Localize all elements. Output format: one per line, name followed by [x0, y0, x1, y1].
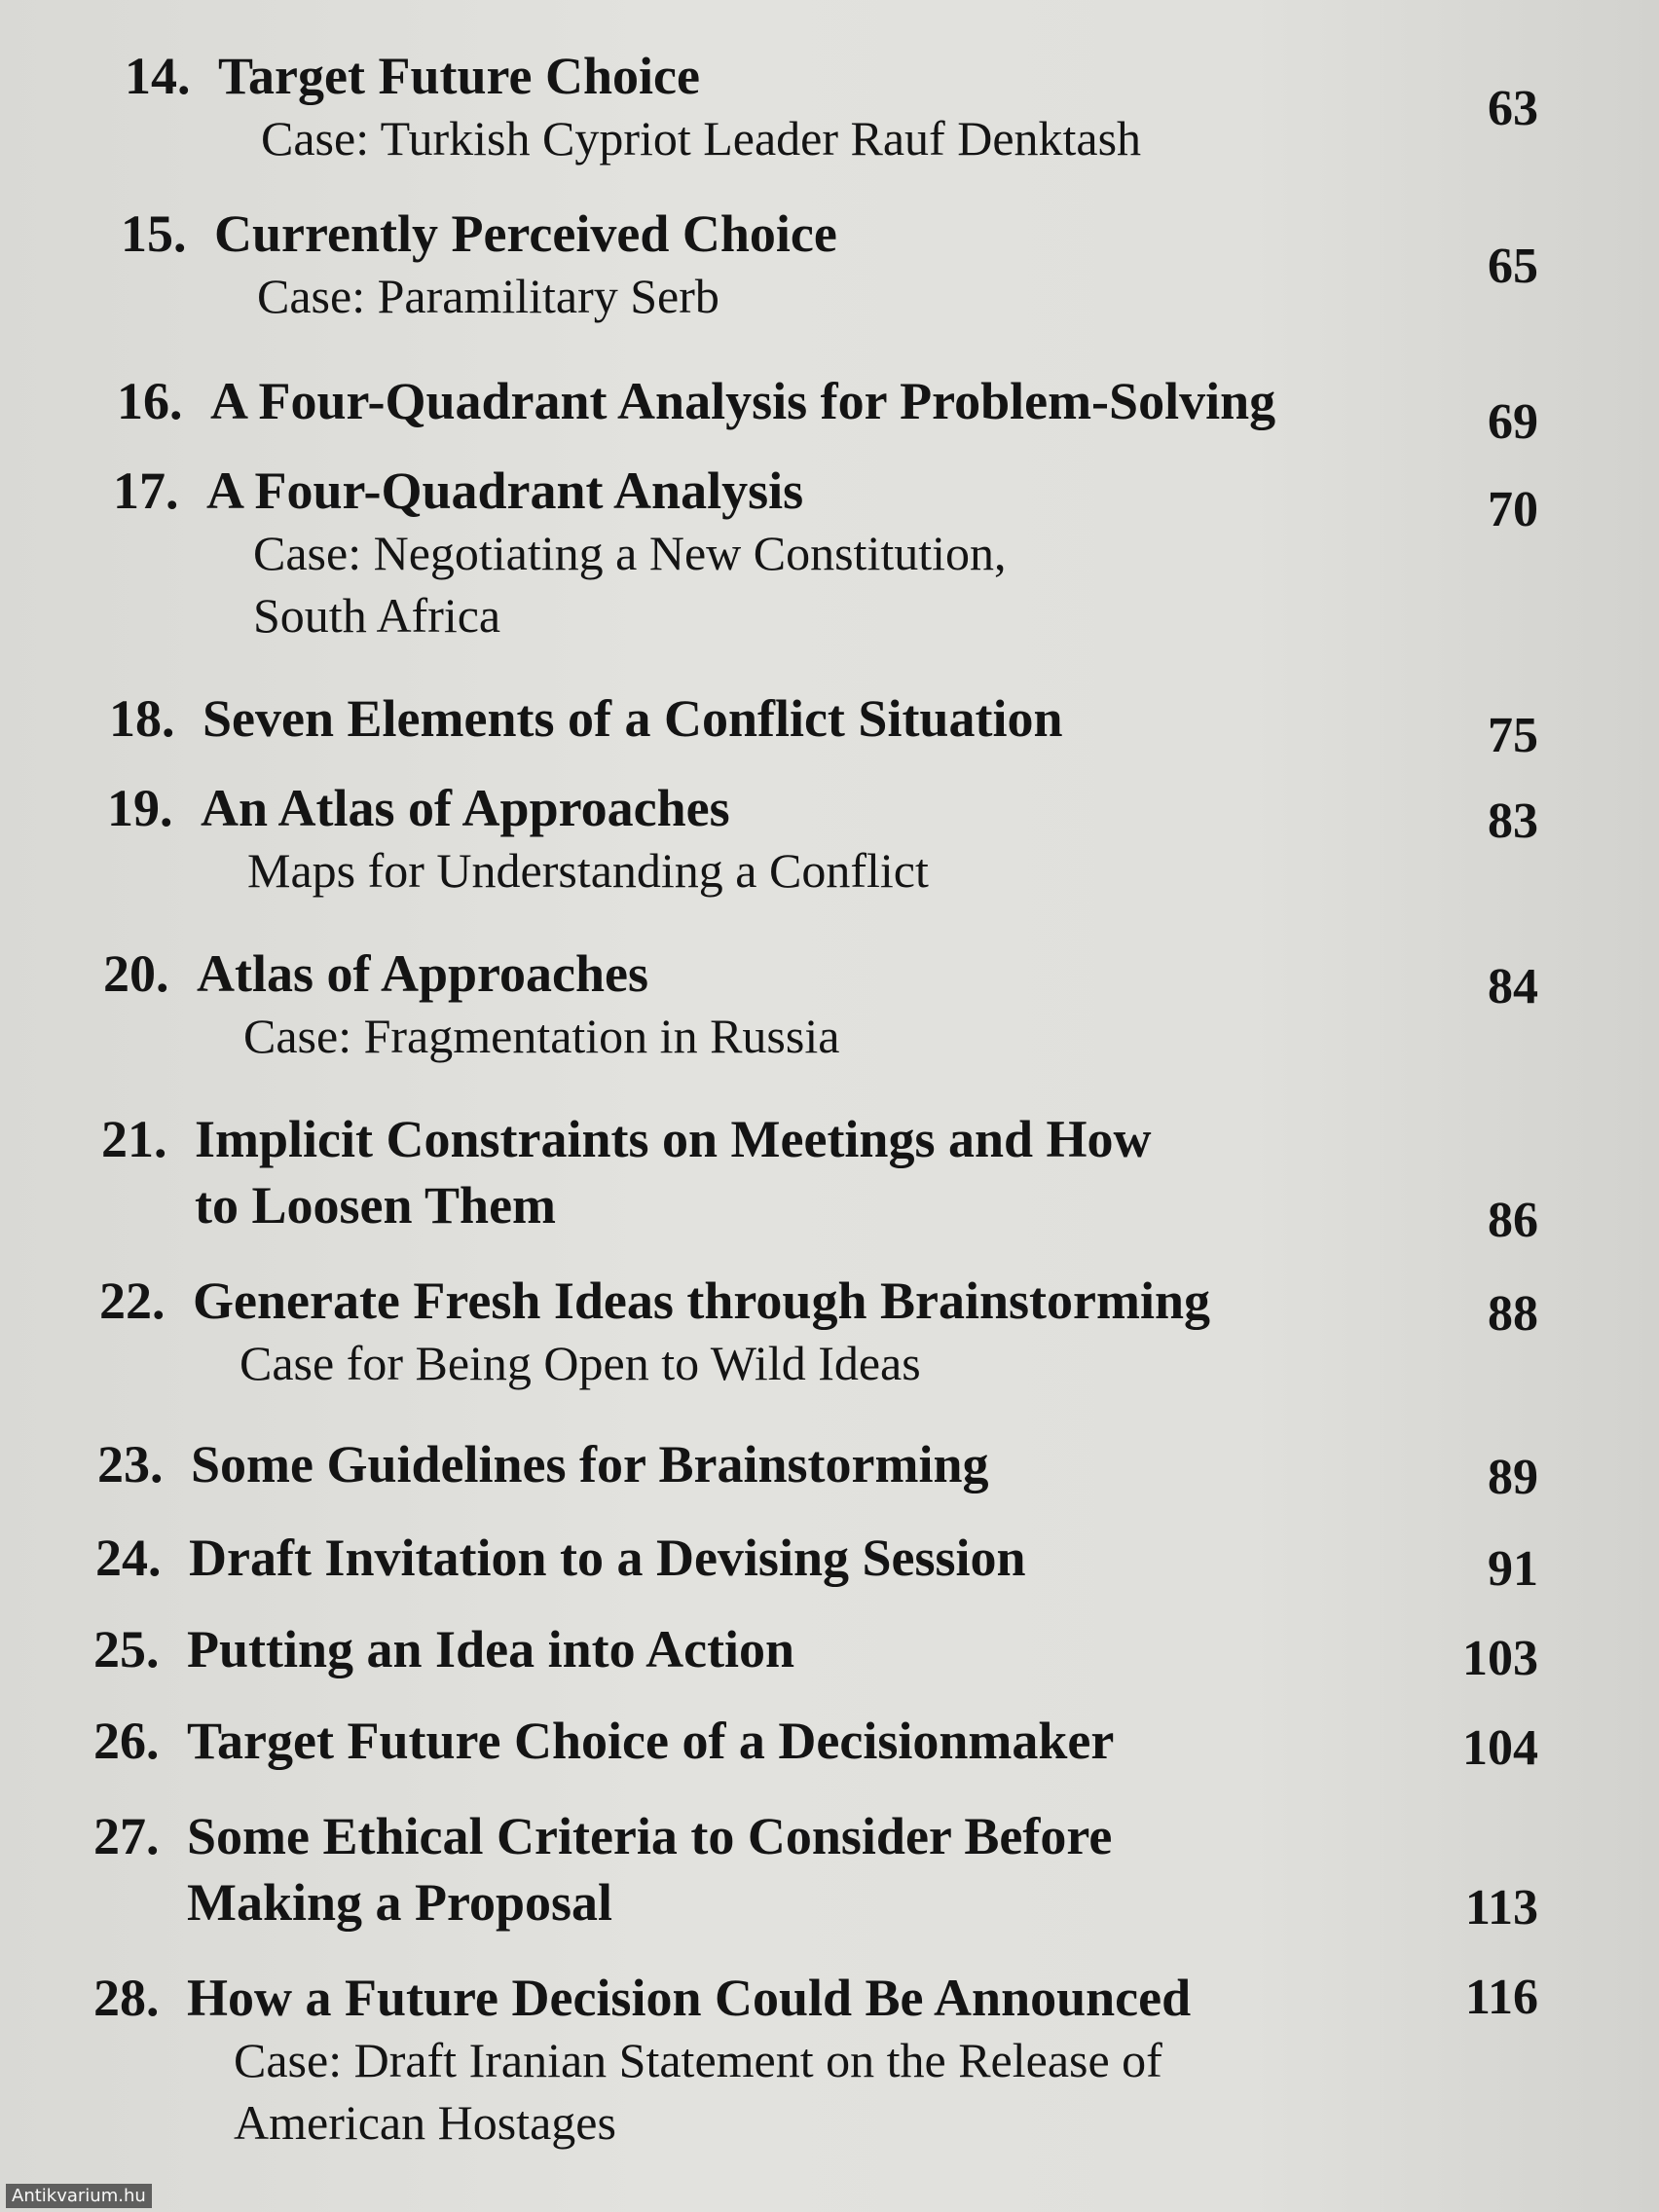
entry-number: 18.	[109, 689, 175, 748]
entry-subtitle: Case: Fragmentation in Russia	[243, 1009, 840, 1063]
entry-title: How a Future Decision Could Be Announced	[187, 1969, 1192, 2027]
toc-entry-24	[95, 1525, 1538, 1597]
entry-number: 16.	[117, 372, 183, 430]
entry-title: An Atlas of Approaches	[201, 779, 730, 837]
entry-title: Atlas of Approaches	[197, 944, 649, 1003]
toc-entry-14	[125, 43, 1538, 169]
entry-title: A Four-Quadrant Analysis	[206, 461, 804, 520]
toc-entry-21	[101, 1106, 1538, 1248]
entry-page-number: 69	[1488, 394, 1538, 450]
entry-subtitle: Case: Draft Iranian Statement on the Release of American Hostages	[234, 2033, 1162, 2150]
entry-page-number: 63	[1488, 81, 1538, 136]
entry-number: 25.	[93, 1620, 160, 1678]
entry-page-number: 86	[1488, 1193, 1538, 1248]
entry-number: 24.	[95, 1529, 162, 1587]
toc-entry-17	[113, 458, 1538, 646]
entry-page-number: 103	[1462, 1631, 1538, 1686]
entry-page-number: 91	[1488, 1541, 1538, 1597]
toc-entry-16	[117, 368, 1538, 450]
entry-subtitle: Case: Paramilitary Serb	[257, 269, 719, 323]
entry-page-number: 89	[1488, 1450, 1538, 1505]
entry-title: Target Future Choice	[218, 47, 700, 105]
entry-page-number: 70	[1488, 482, 1538, 537]
entry-subtitle: Case for Being Open to Wild Ideas	[240, 1336, 921, 1390]
toc-entry-27	[93, 1803, 1538, 1936]
entry-title: Currently Perceived Choice	[214, 204, 837, 263]
toc-entry-20	[103, 940, 1538, 1067]
toc-entry-26	[93, 1708, 1538, 1774]
entry-title: Putting an Idea into Action	[187, 1620, 795, 1678]
entry-page-number: 88	[1488, 1286, 1538, 1342]
entry-subtitle: Case: Turkish Cypriot Leader Rauf Denktash	[261, 111, 1142, 166]
entry-title: A Four-Quadrant Analysis for Problem-Solving	[210, 372, 1276, 430]
toc-entry-28	[93, 1965, 1538, 2154]
toc-entry-19	[107, 775, 1538, 902]
entry-page-number: 83	[1488, 793, 1538, 849]
entry-title: Seven Elements of a Conflict Situation	[203, 689, 1063, 748]
entry-subtitle: Case: Negotiating a New Constitution, South Africa	[253, 526, 1007, 643]
entry-page-number: 113	[1464, 1880, 1538, 1936]
entry-number: 21.	[101, 1110, 167, 1168]
entry-number: 23.	[97, 1435, 164, 1493]
toc-entry-23	[97, 1431, 1538, 1505]
entry-title: Target Future Choice of a Decisionmaker	[187, 1712, 1115, 1770]
entry-number: 26.	[93, 1712, 160, 1770]
entry-page-number: 65	[1488, 239, 1538, 294]
entry-page-number: 84	[1488, 959, 1538, 1014]
entry-number: 28.	[93, 1969, 160, 2027]
entry-title: Generate Fresh Ideas through Brainstorming	[193, 1272, 1210, 1330]
entry-number: 19.	[107, 779, 173, 837]
entry-number: 20.	[103, 944, 169, 1003]
entry-number: 17.	[113, 461, 179, 520]
entry-page-number: 116	[1464, 1970, 1538, 2025]
entry-number: 22.	[99, 1272, 166, 1330]
toc-entry-18	[109, 685, 1538, 763]
entry-number: 15.	[121, 204, 187, 263]
entry-title: Implicit Constraints on Meetings and How to Loosen Them	[195, 1110, 1152, 1235]
entry-page-number: 104	[1462, 1720, 1538, 1776]
watermark: Antikvarium.hu	[6, 2184, 152, 2208]
toc-entry-15	[121, 201, 1538, 327]
entry-page-number: 75	[1488, 708, 1538, 763]
entry-number: 27.	[93, 1807, 160, 1865]
toc-entry-25	[93, 1616, 1538, 1686]
entry-title: Draft Invitation to a Devising Session	[189, 1529, 1026, 1587]
entry-title: Some Guidelines for Brainstorming	[191, 1435, 989, 1493]
entry-title: Some Ethical Criteria to Consider Before Making a Proposal	[187, 1807, 1113, 1932]
entry-number: 14.	[125, 47, 191, 105]
toc-entry-22	[99, 1268, 1538, 1394]
entry-subtitle: Maps for Understanding a Conflict	[247, 843, 929, 898]
